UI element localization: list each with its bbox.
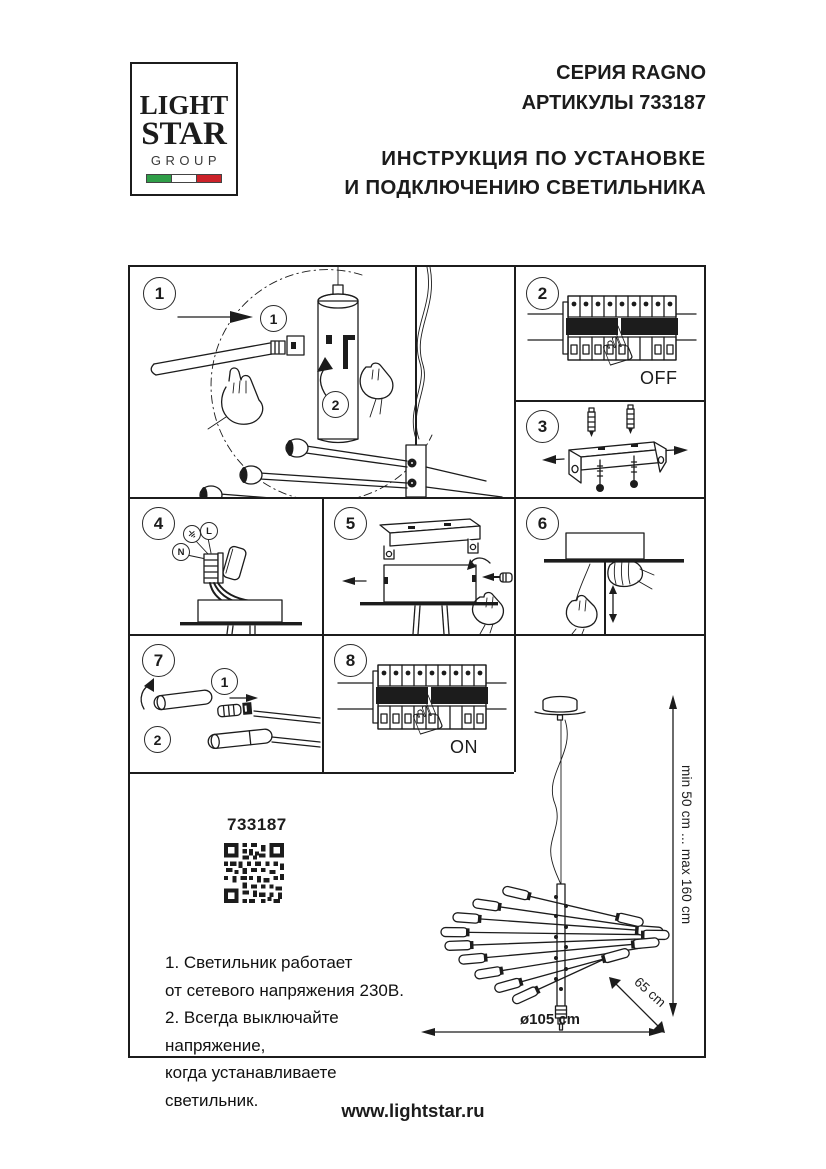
lamp-tube	[153, 689, 212, 710]
wall-anchor	[588, 408, 595, 437]
ceiling-cup	[535, 697, 585, 721]
wire	[218, 583, 251, 601]
terminal-label-neutral: N	[172, 543, 190, 561]
rod	[272, 737, 320, 742]
height-dimension-label: min 50 cm ... max 160 cm	[679, 765, 694, 925]
connector-socket	[287, 336, 304, 355]
gripping-hand-icon	[608, 560, 654, 589]
step-number-badge: 2	[526, 277, 559, 310]
note-line: 2. Всегда выключайте напряжение,	[165, 1008, 339, 1055]
article-numbers: АРТИКУЛЫ 733187	[521, 92, 706, 114]
lamp-tube-end	[286, 439, 308, 457]
lamp-tube-end	[240, 466, 262, 484]
step-number-badge: 4	[142, 507, 175, 540]
note-line: от сетевого напряжения 230В.	[165, 980, 404, 1000]
pointing-hand-icon: ☝	[399, 682, 452, 750]
substep-badge: 2	[144, 726, 171, 753]
safety-notes	[165, 949, 425, 1114]
ground-icon	[187, 529, 197, 539]
off-label: OFF	[640, 368, 678, 388]
side-screw	[472, 575, 476, 582]
article-number: 733187	[227, 815, 287, 834]
mounting-bracket	[569, 442, 666, 483]
website-url: www.lightstar.ru	[341, 1100, 485, 1121]
substep-badge: 1	[211, 668, 238, 695]
ceiling-line	[180, 622, 302, 625]
ceiling-line	[360, 602, 498, 605]
right-arrow-icon	[230, 311, 253, 323]
depth-dimension-label: 65 cm	[631, 974, 669, 1010]
step-number-badge: 1	[143, 277, 176, 310]
hand-icon	[473, 593, 504, 634]
arrow-head	[144, 678, 154, 692]
arrow-line	[666, 450, 674, 451]
canopy-box	[384, 565, 476, 602]
diameter-dimension-label: ø105 cm	[519, 1011, 581, 1028]
panel-step-5	[322, 497, 514, 634]
diameter-dimension-line	[421, 1028, 663, 1036]
threaded-end	[271, 341, 285, 354]
panel-step-2	[514, 267, 704, 400]
left-arrow-icon	[542, 455, 556, 464]
step-number-badge: 6	[526, 507, 559, 540]
height-dimension-line	[669, 695, 677, 1017]
substep-badge: 1	[260, 305, 287, 332]
terminal-label-line: L	[200, 522, 218, 540]
power-cord	[551, 720, 568, 885]
lamp-tube-end	[200, 486, 222, 497]
canopy-box	[198, 600, 282, 622]
step-number-badge: 5	[334, 507, 367, 540]
instruction-title-line1: ИНСТРУКЦИЯ ПО УСТАНОВКЕ	[381, 147, 706, 170]
wall-anchor	[627, 405, 634, 434]
terminal-cover	[222, 545, 247, 580]
threaded-connector	[217, 702, 252, 717]
step-number-badge: 8	[334, 644, 367, 677]
flag-white	[172, 175, 197, 182]
right-arrow-icon	[674, 446, 688, 455]
right-arrow-icon	[246, 694, 258, 702]
lamp-tube	[208, 728, 273, 749]
up-arrow-icon	[609, 585, 617, 594]
step-number-badge: 3	[526, 410, 559, 443]
arrow-line	[556, 459, 564, 460]
pointing-hand-icon: ☝	[589, 313, 642, 381]
side-screw	[384, 577, 388, 584]
lightstar-logo	[130, 62, 238, 196]
instruction-title-line2: И ПОДКЛЮЧЕНИЮ СВЕТИЛЬНИКА	[344, 176, 706, 199]
hand-icon	[566, 564, 597, 634]
panel-step-7	[130, 634, 322, 772]
logo-word-group: GROUP	[150, 153, 222, 168]
mounting-bracket	[380, 519, 480, 559]
step-number-badge: 7	[142, 644, 175, 677]
note-line: когда устанавливаете светильник.	[165, 1063, 337, 1110]
left-arrow-icon	[342, 577, 355, 585]
canopy-box	[566, 533, 644, 559]
panel-step-4	[130, 497, 322, 634]
panel-step-3	[514, 400, 704, 497]
panel-step-1	[130, 267, 514, 497]
qr-code	[224, 843, 284, 903]
logo-word-light: LIGHT	[139, 90, 229, 120]
on-label: ON	[450, 737, 478, 757]
series-title: СЕРИЯ RAGNO	[556, 62, 706, 84]
figure-sheet	[128, 265, 706, 1110]
substep-badge: 2	[322, 391, 349, 418]
terminal-label-ground	[183, 525, 201, 543]
terminal-block	[204, 553, 223, 583]
hand-icon	[360, 363, 393, 417]
italian-flag-icon	[146, 174, 222, 183]
panel-step-6	[514, 497, 704, 634]
logo-word-star: STAR	[141, 116, 227, 152]
flag-red	[197, 175, 221, 182]
note-line: 1. Светильник работает	[165, 953, 353, 972]
step1-drawing	[130, 267, 514, 497]
flag-green	[147, 175, 172, 182]
rod-hub	[406, 445, 426, 497]
down-arrow-icon	[609, 614, 617, 623]
